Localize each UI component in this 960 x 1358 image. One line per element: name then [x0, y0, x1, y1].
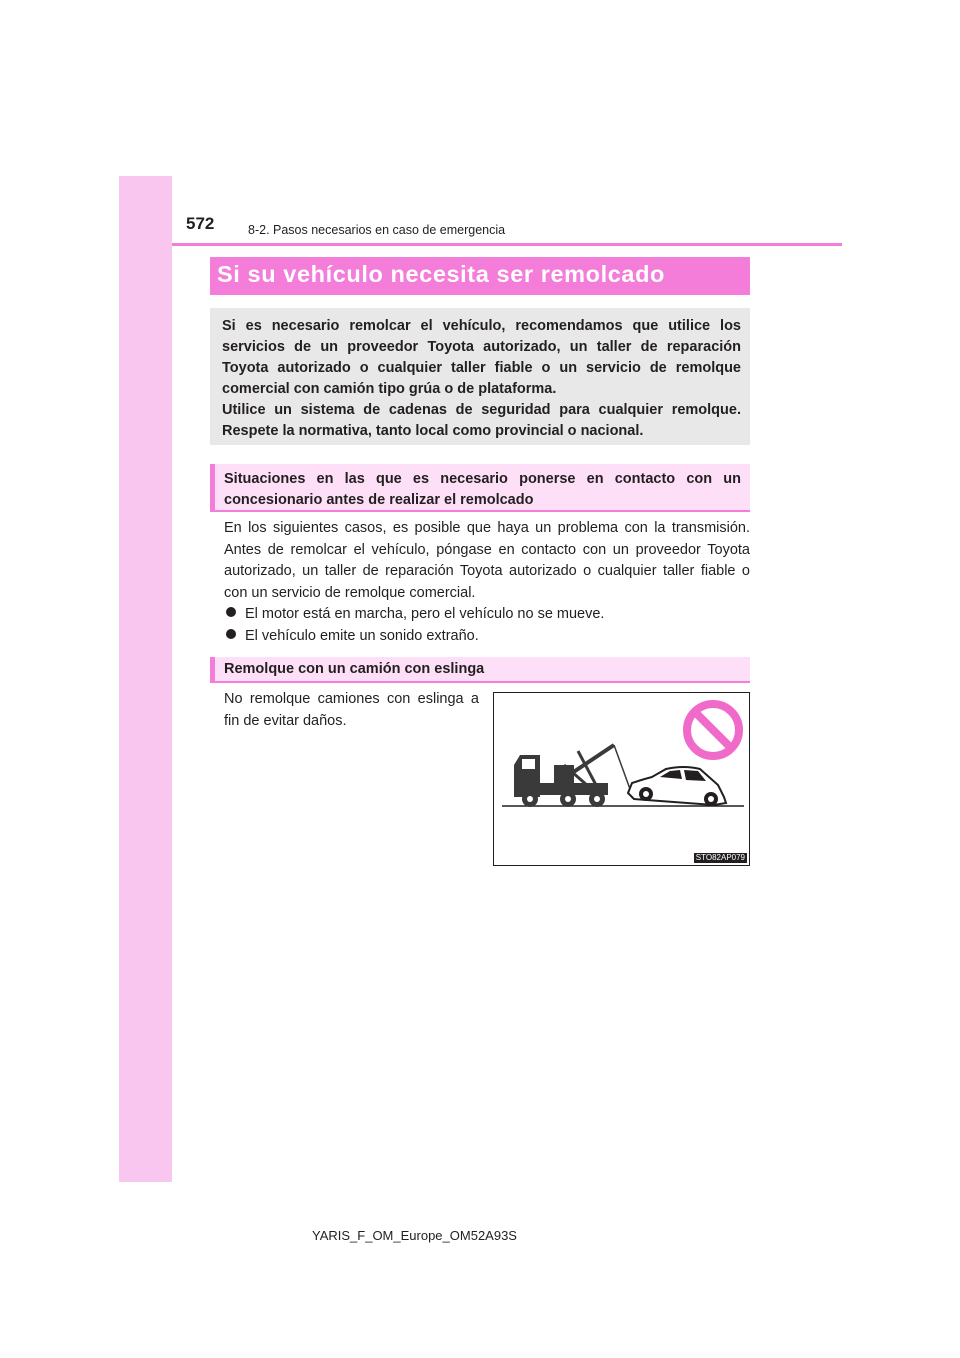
- transmission-paragraph: En los siguientes casos, es posible que haya un problema con la transmisión. Antes de remolcar el vehículo, póngase en contacto con un proveedor Toyota autorizado, un taller de reparación Toyota autorizado o cualquier taller fiable o con un servicio de remolque comercial.: [224, 520, 750, 601]
- list-item: [224, 626, 479, 647]
- intro-box: [210, 308, 750, 445]
- footer-document-code: YARIS_F_OM_Europe_OM52A93S: [312, 1228, 517, 1243]
- page-number: 572: [186, 214, 215, 233]
- page-side-tab: [119, 176, 172, 1182]
- bullet-icon: [226, 629, 236, 639]
- tow-truck-illustration: [493, 692, 750, 866]
- figure-code: STO82AP079: [695, 853, 745, 862]
- header-divider: [172, 243, 842, 246]
- main-heading: Si su vehículo necesita ser remolcado: [210, 257, 750, 295]
- intro-paragraph-1: Si es necesario remolcar el vehículo, recomendamos que utilice los servicios de un proveedor Toyota autorizado, un taller de reparación Toyota autorizado o cualquier taller fiable o un servicio de remolque comercial con camión tipo grúa o de plataforma.: [222, 318, 741, 397]
- tow-truck-drawing: [494, 693, 749, 865]
- list-item-text: El vehículo emite un sonido extraño.: [245, 628, 479, 644]
- list-item-text: El motor está en marcha, pero el vehículo no se mueve.: [245, 606, 605, 622]
- sling-truck-paragraph: No remolque camiones con eslinga a fin de evitar daños.: [224, 691, 479, 729]
- towed-car-icon: [628, 767, 726, 806]
- subheading-sling-truck: Remolque con un camión con eslinga: [210, 657, 750, 683]
- intro-paragraph-2: Utilice un sistema de cadenas de seguridad para cualquier remolque. Respete la normativa, tanto local como provincial o nacional.: [222, 402, 741, 439]
- section-title: 8-2. Pasos necesarios en caso de emergencia: [248, 223, 506, 237]
- subheading-contact-dealer: Situaciones en las que es necesario ponerse en contacto con un concesionario antes de realizar el remolcado: [210, 464, 750, 512]
- list-item: [224, 604, 604, 625]
- tow-truck-icon: [514, 745, 630, 807]
- prohibition-sign-icon: [687, 704, 739, 756]
- bullet-icon: [226, 607, 236, 617]
